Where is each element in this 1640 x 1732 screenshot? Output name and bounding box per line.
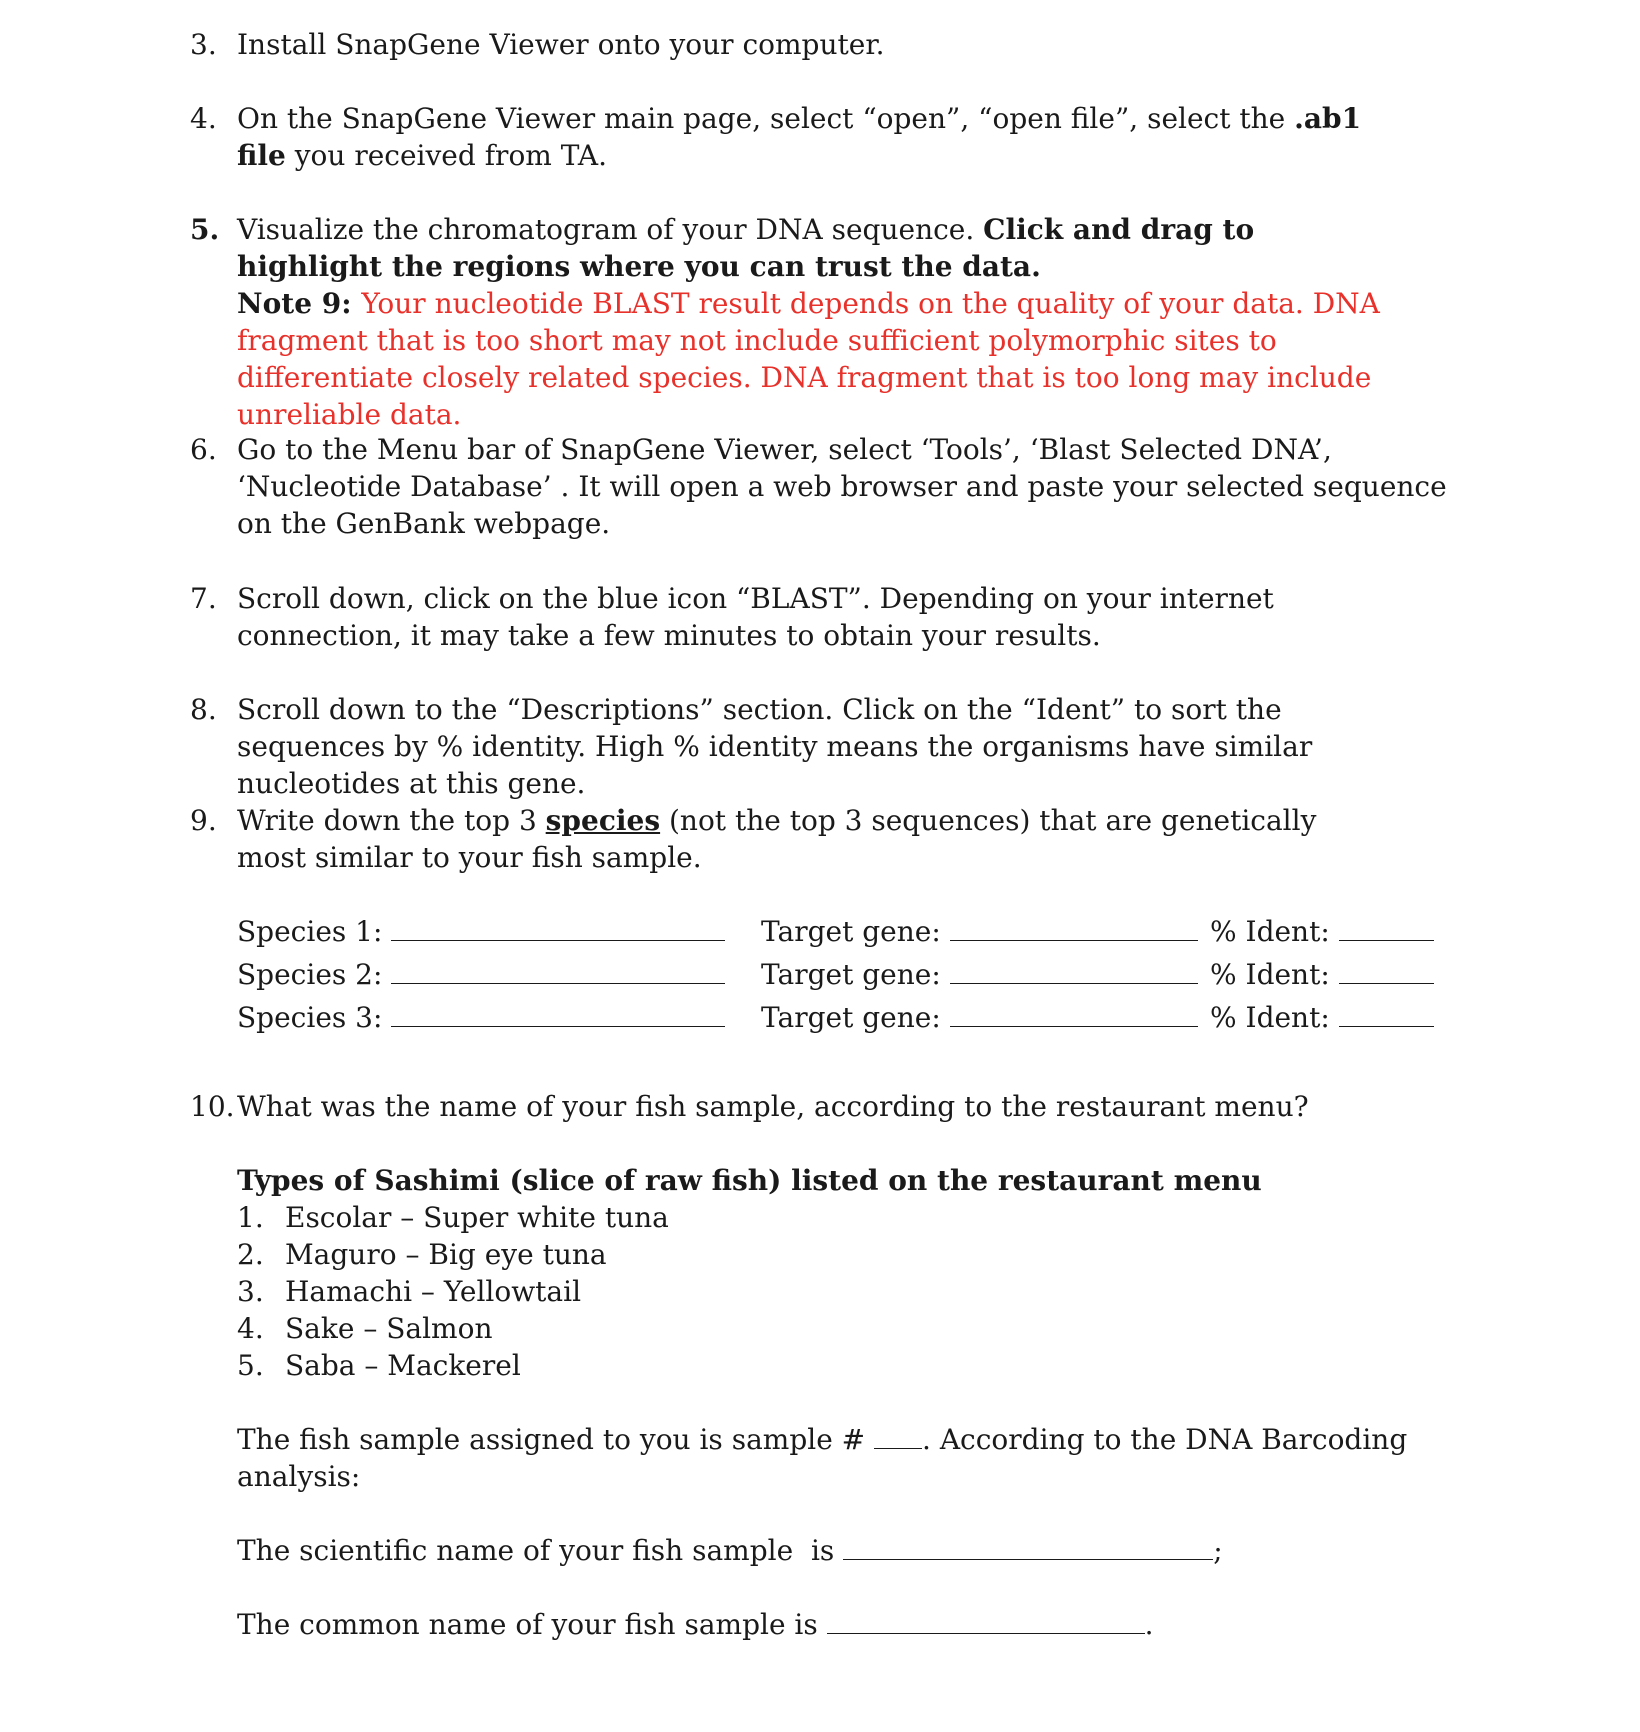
step-9	[190, 802, 1490, 876]
highlight-instruction: Click and drag to highlight the regions where you can trust the data.	[237, 213, 1255, 283]
step-5	[190, 211, 1490, 433]
step-text-part: (not the top 3 sequences) that are genetically most similar to your fish sample.	[237, 804, 1317, 874]
sample-text: . According to the DNA Barcoding analysis:	[237, 1423, 1408, 1493]
menu-item-text: Saba – Mackerel	[285, 1349, 521, 1382]
menu-item	[237, 1199, 669, 1236]
step-text-part: Write down the top 3	[237, 804, 546, 837]
step-text-part: you received from TA.	[285, 139, 608, 172]
species-field[interactable]	[237, 956, 725, 993]
step-text: Scroll down, click on the blue icon “BLAST”. Depending on your internet connection, it may take a few minutes to obtain your results.	[237, 582, 1274, 652]
target-gene-blank[interactable]	[950, 957, 1198, 984]
note-text: Your nucleotide BLAST result depends on the quality of your data. DNA fragment that is too short may not include sufficient polymorphic sites to differentiate closely related species. DNA fragment that is too long may include unreliable data.	[237, 287, 1380, 431]
target-gene-field[interactable]	[761, 913, 1198, 950]
species-row-2	[237, 956, 1537, 999]
menu-item-text: Escolar – Super white tuna	[285, 1201, 669, 1234]
step-number: 8.	[190, 693, 217, 726]
step-4	[190, 100, 1490, 174]
note-label: Note 9:	[237, 287, 362, 320]
sample-assignment	[237, 1421, 1417, 1495]
step-number: 3.	[190, 28, 217, 61]
species-blank[interactable]	[391, 914, 725, 941]
ident-label: % Ident:	[1210, 915, 1330, 948]
step-number: 6.	[190, 433, 217, 466]
ident-label: % Ident:	[1210, 1001, 1330, 1034]
step-number: 9.	[190, 804, 217, 837]
sample-number-blank[interactable]	[874, 1422, 922, 1449]
ident-label: % Ident:	[1210, 958, 1330, 991]
step-8	[190, 691, 1490, 802]
menu-title: Types of Sashimi (slice of raw fish) listed on the restaurant menu	[237, 1164, 1262, 1197]
step-text	[237, 802, 1367, 876]
ident-field[interactable]	[1210, 956, 1434, 993]
species-field[interactable]	[237, 913, 725, 950]
menu-item-number: 5.	[237, 1349, 264, 1382]
species-label: Species 1:	[237, 915, 383, 948]
step-text-part: Visualize the chromatogram of your DNA sequence.	[237, 213, 984, 246]
menu-item	[237, 1310, 492, 1347]
menu-item-number: 1.	[237, 1201, 264, 1234]
step-number: 4.	[190, 102, 217, 135]
ident-field[interactable]	[1210, 913, 1434, 950]
species-label: Species 3:	[237, 1001, 383, 1034]
species-label: Species 2:	[237, 958, 383, 991]
step-text: Scroll down to the “Descriptions” section. Click on the “Ident” to sort the sequences by % identity. High % identity means the organisms have similar nucleotides at this gene.	[237, 693, 1313, 800]
step-number: 7.	[190, 582, 217, 615]
step-text-part: On the SnapGene Viewer main page, select “open”, “open file”, select the	[237, 102, 1295, 135]
menu-item	[237, 1273, 581, 1310]
menu-item-text: Hamachi – Yellowtail	[285, 1275, 582, 1308]
step-6	[190, 431, 1490, 542]
step-text: Go to the Menu bar of SnapGene Viewer, select ‘Tools’, ‘Blast Selected DNA’, ‘Nucleotide Database’ . It will open a web browser and paste your selected sequence on the GenBank webpage.	[237, 433, 1447, 540]
species-row-1	[237, 913, 1537, 956]
file-type-bold: .ab1 file	[237, 102, 1362, 172]
menu-item	[237, 1236, 607, 1273]
menu-item-text: Sake – Salmon	[285, 1312, 493, 1345]
punctuation: .	[1144, 1608, 1154, 1641]
ident-blank[interactable]	[1339, 1000, 1434, 1027]
ident-blank[interactable]	[1339, 914, 1434, 941]
punctuation: ;	[1213, 1534, 1223, 1567]
scientific-name-blank[interactable]	[843, 1533, 1213, 1560]
menu-item-number: 4.	[237, 1312, 264, 1345]
target-gene-label: Target gene:	[761, 915, 941, 948]
menu-item-number: 3.	[237, 1275, 264, 1308]
step-text	[237, 100, 1417, 174]
note-9	[237, 285, 1417, 433]
target-gene-blank[interactable]	[950, 1000, 1198, 1027]
sample-text: The fish sample assigned to you is sample #	[237, 1423, 875, 1456]
species-blank[interactable]	[391, 957, 725, 984]
step-number: 10.	[190, 1090, 235, 1123]
step-text: Install SnapGene Viewer onto your computer.	[237, 28, 885, 61]
species-row-3	[237, 999, 1537, 1042]
step-10	[190, 1088, 1490, 1125]
menu-item-number: 2.	[237, 1238, 264, 1271]
menu-item-text: Maguro – Big eye tuna	[285, 1238, 607, 1271]
species-blank[interactable]	[391, 1000, 725, 1027]
scientific-name-label: The scientific name of your fish sample is	[237, 1534, 844, 1567]
step-text	[237, 211, 1402, 285]
step-7	[190, 580, 1490, 654]
species-field[interactable]	[237, 999, 725, 1036]
step-text: What was the name of your fish sample, according to the restaurant menu?	[237, 1090, 1309, 1123]
common-name-label: The common name of your fish sample is	[237, 1608, 827, 1641]
species-emphasis: species	[545, 804, 661, 837]
common-name-line	[237, 1606, 1154, 1643]
target-gene-label: Target gene:	[761, 1001, 941, 1034]
target-gene-field[interactable]	[761, 956, 1198, 993]
target-gene-field[interactable]	[761, 999, 1198, 1036]
ident-blank[interactable]	[1339, 957, 1434, 984]
menu-item	[237, 1347, 521, 1384]
step-3	[190, 26, 1490, 63]
target-gene-label: Target gene:	[761, 958, 941, 991]
target-gene-blank[interactable]	[950, 914, 1198, 941]
common-name-blank[interactable]	[827, 1607, 1145, 1634]
ident-field[interactable]	[1210, 999, 1434, 1036]
step-number: 5.	[190, 213, 220, 246]
scientific-name-line	[237, 1532, 1223, 1569]
